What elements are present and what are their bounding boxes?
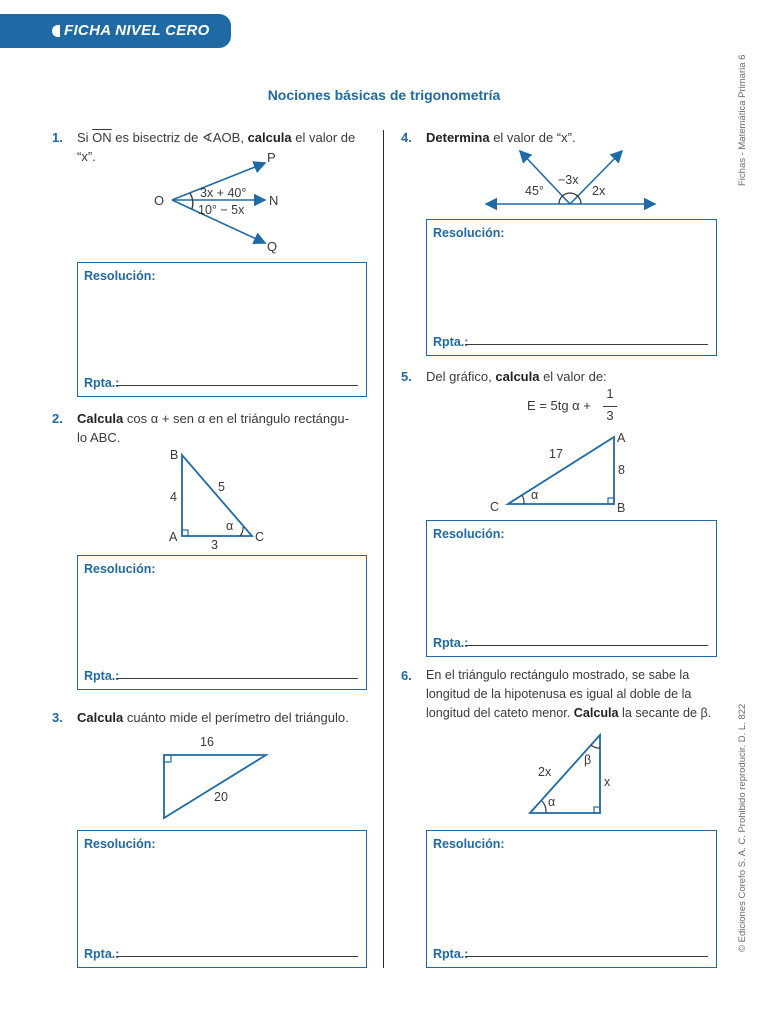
question-number: 3. [52,710,63,725]
side-series-label: Fichas - Matemática Primaria 6 [737,54,748,186]
resolution-label: Resolución: [433,527,505,541]
side-leg: x [604,775,611,789]
question-text: Del gráfico, calcula el valor de: [426,369,607,384]
question-5 [401,367,721,387]
question-text: Si $\overline{ON}$ es bisectriz de ∢AOB, calcula el valor de “x”. [77,130,356,164]
answer-line[interactable] [465,956,708,957]
column-divider [383,130,384,968]
triangle-perimeter-figure [150,730,280,825]
label-c: C [255,530,265,544]
label-n: N [269,193,279,208]
side-ab: 8 [618,463,625,477]
angles-on-line-figure [480,145,670,215]
answer-line[interactable] [116,385,358,386]
question-text: Determina el valor de “x”. [426,130,576,145]
triangle-secant-figure [520,727,620,822]
alpha-label: α [531,488,539,502]
answer-label: Rpta.: [84,669,120,683]
label-b: B [170,448,179,462]
triangle-abc-17-figure [484,428,634,518]
beta-label: β [584,753,592,767]
question-number: 6. [401,668,412,683]
label-o: O [154,193,165,208]
angle-left: 45° [525,184,544,198]
answer-label: Rpta.: [433,636,469,650]
fraction-numerator: 1 [606,386,614,401]
resolution-box-5[interactable] [426,520,717,657]
section-banner [0,14,231,48]
question-text: En el triángulo rectángulo mostrado, se sabe la longitud de la hipotenusa es igual al doble de la longitud del cateto menor. Calcula la secante de β. [426,668,712,720]
answer-line[interactable] [465,645,708,646]
question-number: 5. [401,369,412,384]
answer-label: Rpta.: [433,335,469,349]
answer-line[interactable] [116,678,358,679]
side-ab: 4 [170,490,177,504]
answer-label: Rpta.: [433,947,469,961]
formula-lhs: E = 5tg α + [527,398,591,413]
resolution-box-1[interactable] [77,262,367,397]
side-ac: 3 [211,538,218,552]
answer-line[interactable] [116,956,358,957]
resolution-label: Resolución: [433,226,505,240]
answer-label: Rpta.: [84,947,120,961]
label-a: A [617,431,626,445]
resolution-label: Resolución: [84,269,156,283]
alpha-label: α [226,519,234,533]
resolution-box-4[interactable] [426,219,717,356]
side-hypotenuse: 20 [214,790,228,804]
angle-label-bottom: 10° − 5x [198,203,245,217]
question-6 [401,666,721,724]
label-a: A [169,530,178,544]
label-q: Q [267,239,278,254]
alpha-arc [522,495,524,504]
alpha-arc [240,527,243,536]
middle-angle-arc [559,193,581,204]
resolution-box-2[interactable] [77,555,367,690]
question-number: 4. [401,130,412,145]
answer-label: Rpta.: [84,376,120,390]
angle-bisector-figure [150,145,290,255]
triangle-shape [182,455,252,536]
side-hypotenuse: 2x [538,765,552,779]
formula [527,386,647,430]
resolution-label: Resolución: [433,837,505,851]
question-number: 2. [52,411,63,426]
resolution-label: Resolución: [84,837,156,851]
side-top: 16 [200,735,214,749]
right-angle-mark [594,807,600,813]
triangle-abc-figure [160,443,280,553]
resolution-box-6[interactable] [426,830,717,968]
banner-tab-icon [52,25,60,37]
page-title: Nociones básicas de trigonometría [267,87,501,103]
side-hypotenuse: 17 [549,447,563,461]
question-3 [52,708,372,728]
triangle-shape [164,755,266,818]
answer-line[interactable] [465,344,708,345]
alpha-label: α [548,795,556,809]
right-angle-mark [164,755,171,762]
question-number: 1. [52,130,63,145]
fraction-denominator: 3 [606,408,614,423]
angle-arc [190,193,193,209]
question-text: Calcula cos α + sen α en el triángulo rectángu- lo ABC. [77,411,349,445]
resolution-box-3[interactable] [77,830,367,968]
question-text: Calcula cuánto mide el perímetro del triángulo. [77,710,349,725]
angle-middle: −3x [558,173,579,187]
label-p: P [267,150,276,165]
fraction-bar [603,406,617,407]
angle-right: 2x [592,184,606,198]
banner-label: FICHA NIVEL CERO [64,22,210,39]
side-bc: 5 [218,480,225,494]
label-c: C [490,500,500,514]
angle-label-top: 3x + 40° [200,186,247,200]
resolution-label: Resolución: [84,562,156,576]
alpha-arc [542,801,546,813]
side-copyright: © Ediciones Corefo S. A. C. Prohibido reproducir. D. L. 822 [737,703,748,952]
beta-arc [591,745,600,748]
label-b: B [617,501,626,515]
